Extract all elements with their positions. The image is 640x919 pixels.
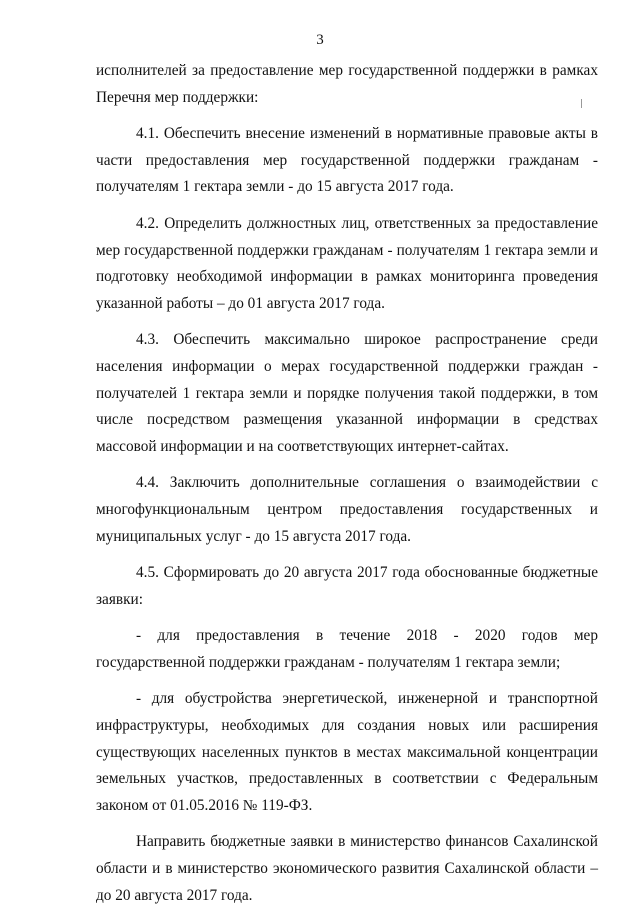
list-item-infrastructure: - для обустройства энергетической, инженерной и транспортной инфраструктуры, необходимых для создания новых или расширения существующих населенных пунктов в местах максимальной концентрации земельных участков, предоставленных в соответствии с Федеральным законом от 01.05.2016 № 119-ФЗ. xyxy=(96,690,598,814)
list-item-support-measures: - для предоставления в течение 2018 - 2020 годов мер государственной поддержки гражданам - получателям 1 гектара земли; xyxy=(96,627,598,671)
paragraph-4-3: 4.3. Обеспечить максимально широкое распространение среди населения информации о мерах государственной поддержки граждан - получателей 1 гектара земли и порядке получения такой поддержки, в том числе посредством размещения указанной информации в средствах массовой информации и на соответствующих интернет-сайтах. xyxy=(96,331,598,455)
paragraph-send-requests: Направить бюджетные заявки в министерство финансов Сахалинской области и в министерство экономического развития Сахалинской области – до 20 августа 2017 года. xyxy=(96,833,598,904)
paragraph-4-1: 4.1. Обеспечить внесение изменений в нормативные правовые акты в части предоставления мер государственной поддержки гражданам - получателям 1 гектара земли - до 15 августа 2017 года. xyxy=(96,125,598,196)
paragraph-continuation: исполнителей за предоставление мер государственной поддержки в рамках Перечня мер поддержки: xyxy=(96,62,598,106)
paragraph-4-5: 4.5. Сформировать до 20 августа 2017 года обоснованные бюджетные заявки: xyxy=(96,564,598,608)
paragraph-4-4: 4.4. Заключить дополнительные соглашения о взаимодействии с многофункциональным центром предоставления государственных и муниципальных услуг - до 15 августа 2017 года. xyxy=(96,474,598,545)
document-body xyxy=(96,58,598,919)
page-number: 3 xyxy=(316,32,324,48)
paragraph-4-2: 4.2. Определить должностных лиц, ответственных за предоставление мер государственной поддержки гражданам - получателям 1 гектара земли и подготовку необходимой информации в рамках мониторинга проведения указанной работы – до 01 августа 2017 года. xyxy=(96,214,598,312)
